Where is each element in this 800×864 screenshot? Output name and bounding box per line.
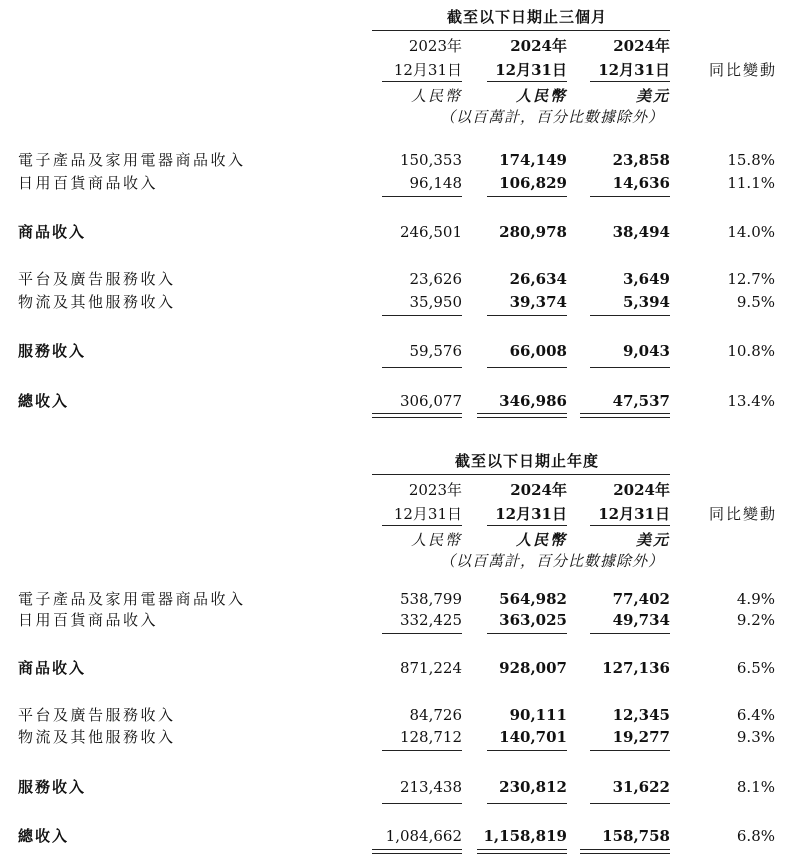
cell-2024-usd: 77,402: [612, 590, 670, 608]
cell-2023: 59,576: [409, 342, 462, 360]
cell-yoy: 9.2%: [736, 611, 775, 629]
cell-yoy: 9.3%: [736, 728, 775, 746]
row-label: 電子產品及家用電器商品收入: [18, 151, 246, 169]
period-header: 截至以下日期止年度: [454, 452, 599, 470]
cell-2024-rmb: 280,978: [499, 223, 567, 241]
cell-yoy: 6.8%: [736, 827, 775, 845]
row-label: 物流及其他服務收入: [18, 728, 176, 746]
col-a-date: 12月31日: [393, 61, 462, 79]
cell-2023: 538,799: [399, 590, 462, 608]
cell-2024-rmb: 106,829: [499, 174, 567, 192]
col-a-currency: 人民幣: [410, 87, 462, 105]
cell-2024-usd: 158,758: [602, 827, 670, 845]
subtotal-line-c: [590, 750, 670, 751]
subtotal-line-b: [487, 196, 567, 197]
subtotal-line-a: [382, 633, 462, 634]
row-label: 平台及廣告服務收入: [18, 706, 176, 724]
total-double-line-a: [372, 413, 462, 418]
col-b-year: 2024年: [510, 481, 567, 499]
total-double-line-b: [477, 413, 567, 418]
cell-2024-usd: 19,277: [612, 728, 670, 746]
cell-2024-rmb: 26,634: [509, 270, 567, 288]
cell-yoy: 4.9%: [736, 590, 775, 608]
col-c-date: 12月31日: [598, 61, 670, 79]
row-label: 商品收入: [18, 223, 87, 241]
cell-2024-rmb: 1,158,819: [483, 827, 567, 845]
cell-2024-usd: 5,394: [623, 293, 670, 311]
header-underline-c: [590, 525, 670, 526]
subtotal-line-b: [487, 633, 567, 634]
cell-2023: 84,726: [409, 706, 462, 724]
header-underline-c: [590, 81, 670, 82]
cell-2024-rmb: 928,007: [499, 659, 567, 677]
cell-yoy: 14.0%: [727, 223, 775, 241]
header-underline-a: [382, 81, 462, 82]
col-c-date: 12月31日: [598, 505, 670, 523]
cell-yoy: 6.5%: [736, 659, 775, 677]
cell-2023: 35,950: [409, 293, 462, 311]
cell-2024-usd: 38,494: [612, 223, 670, 241]
subtotal-line-a: [382, 750, 462, 751]
row-label: 總收入: [18, 827, 70, 845]
col-a-date: 12月31日: [393, 505, 462, 523]
total-double-line-c: [580, 413, 670, 418]
col-c-currency: 美元: [635, 87, 670, 105]
cell-yoy: 11.1%: [727, 174, 775, 192]
col-a-year: 2023年: [408, 37, 462, 55]
row-label: 電子產品及家用電器商品收入: [18, 590, 246, 608]
cell-2023: 213,438: [399, 778, 462, 796]
cell-2023: 871,224: [399, 659, 462, 677]
cell-2024-usd: 23,858: [612, 151, 670, 169]
header-underline-b: [487, 525, 567, 526]
subtotal-line-a: [382, 315, 462, 316]
cell-2023: 306,077: [399, 392, 462, 410]
subtotal-line-b: [487, 750, 567, 751]
cell-2024-usd: 49,734: [612, 611, 670, 629]
col-a-year: 2023年: [408, 481, 462, 499]
row-label: 服務收入: [18, 342, 87, 360]
cell-2023: 1,084,662: [385, 827, 462, 845]
yoy-header: 同比變動: [708, 61, 777, 79]
cell-2024-rmb: 39,374: [509, 293, 567, 311]
header-underline-b: [487, 81, 567, 82]
subtotal-line-c: [590, 315, 670, 316]
cell-yoy: 15.8%: [727, 151, 775, 169]
subtotal-line-a: [382, 367, 462, 368]
cell-2024-rmb: 66,008: [509, 342, 567, 360]
cell-2023: 332,425: [399, 611, 462, 629]
yoy-header: 同比變動: [708, 505, 777, 523]
period-underline: [372, 474, 670, 475]
col-c-year: 2024年: [613, 37, 670, 55]
row-label: 服務收入: [18, 778, 87, 796]
cell-yoy: 6.4%: [736, 706, 775, 724]
cell-2024-usd: 31,622: [612, 778, 670, 796]
total-double-line-c: [580, 849, 670, 854]
subtotal-line-b: [487, 803, 567, 804]
subtotal-line-c: [590, 803, 670, 804]
row-label: 商品收入: [18, 659, 87, 677]
unit-note: （以百萬計，百分比數據除外）: [440, 108, 665, 126]
row-label: 總收入: [18, 392, 70, 410]
cell-2024-rmb: 230,812: [499, 778, 567, 796]
cell-2024-usd: 47,537: [612, 392, 670, 410]
period-underline: [372, 30, 670, 31]
subtotal-line-a: [382, 196, 462, 197]
subtotal-line-a: [382, 803, 462, 804]
total-double-line-a: [372, 849, 462, 854]
row-label: 日用百貨商品收入: [18, 174, 159, 192]
cell-2023: 246,501: [399, 223, 462, 241]
unit-note: （以百萬計，百分比數據除外）: [440, 552, 665, 570]
cell-2023: 128,712: [399, 728, 462, 746]
cell-2024-usd: 12,345: [612, 706, 670, 724]
row-label: 平台及廣告服務收入: [18, 270, 176, 288]
col-b-currency: 人民幣: [515, 87, 567, 105]
subtotal-line-c: [590, 633, 670, 634]
total-double-line-b: [477, 849, 567, 854]
cell-yoy: 10.8%: [727, 342, 775, 360]
cell-yoy: 8.1%: [736, 778, 775, 796]
cell-2024-usd: 3,649: [623, 270, 670, 288]
subtotal-line-b: [487, 367, 567, 368]
col-b-currency: 人民幣: [515, 531, 567, 549]
cell-2024-usd: 127,136: [602, 659, 670, 677]
col-a-currency: 人民幣: [410, 531, 462, 549]
cell-2024-rmb: 346,986: [499, 392, 567, 410]
col-b-date: 12月31日: [495, 505, 567, 523]
header-underline-a: [382, 525, 462, 526]
cell-2024-usd: 9,043: [623, 342, 670, 360]
col-b-date: 12月31日: [495, 61, 567, 79]
cell-2024-rmb: 140,701: [499, 728, 567, 746]
cell-2024-usd: 14,636: [612, 174, 670, 192]
cell-yoy: 13.4%: [727, 392, 775, 410]
cell-2024-rmb: 564,982: [499, 590, 567, 608]
row-label: 物流及其他服務收入: [18, 293, 176, 311]
cell-2024-rmb: 174,149: [499, 151, 567, 169]
period-header: 截至以下日期止三個月: [446, 8, 607, 26]
subtotal-line-c: [590, 367, 670, 368]
cell-2023: 23,626: [409, 270, 462, 288]
col-b-year: 2024年: [510, 37, 567, 55]
cell-2023: 150,353: [399, 151, 462, 169]
col-c-year: 2024年: [613, 481, 670, 499]
cell-2024-rmb: 90,111: [509, 706, 567, 724]
cell-yoy: 12.7%: [727, 270, 775, 288]
cell-2023: 96,148: [409, 174, 462, 192]
cell-yoy: 9.5%: [736, 293, 775, 311]
cell-2024-rmb: 363,025: [499, 611, 567, 629]
subtotal-line-c: [590, 196, 670, 197]
col-c-currency: 美元: [635, 531, 670, 549]
subtotal-line-b: [487, 315, 567, 316]
row-label: 日用百貨商品收入: [18, 611, 159, 629]
